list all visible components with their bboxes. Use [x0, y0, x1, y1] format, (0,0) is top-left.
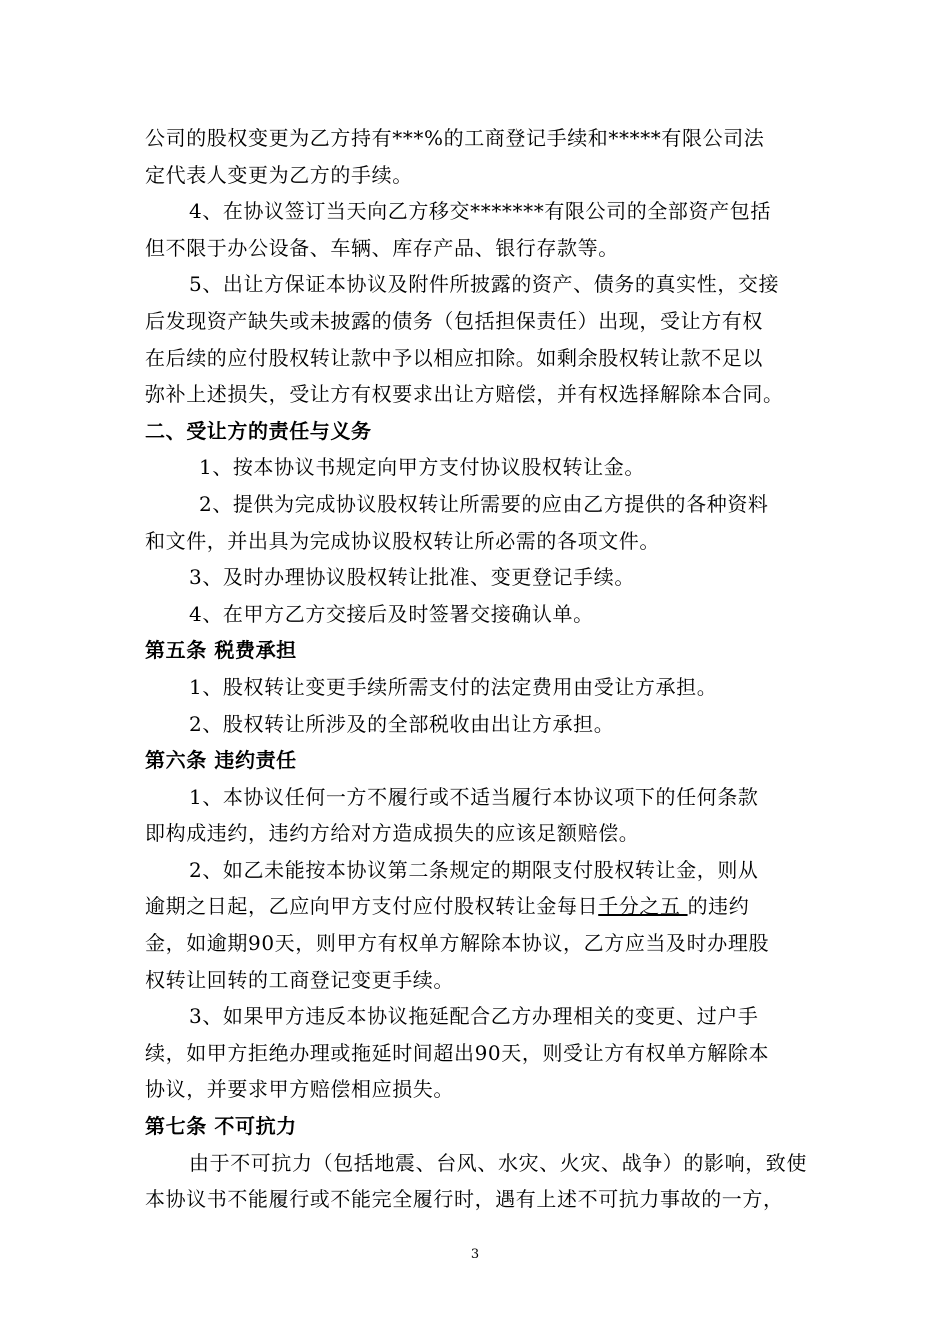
paragraph-line: 和文件，并出具为完成协议股权转让所必需的各项文件。	[145, 528, 660, 553]
page-number: 3	[470, 1247, 480, 1262]
paragraph-line: 2、提供为完成协议股权转让所需要的应由乙方提供的各种资料	[199, 491, 769, 516]
paragraph-line: 2、如乙未能按本协议第二条规定的期限支付股权转让金，则从	[189, 857, 759, 882]
paragraph-line: 1、按本协议书规定向甲方支付协议股权转让金。	[199, 455, 645, 480]
paragraph-line: 金，如逾期90天，则甲方有权单方解除本协议，乙方应当及时办理股	[145, 931, 770, 956]
paragraph-line: 1、股权转让变更手续所需支付的法定费用由受让方承担。	[189, 674, 718, 699]
paragraph-line: 但不限于办公设备、车辆、库存产品、银行存款等。	[145, 235, 619, 260]
paragraph-line: 公司的股权变更为乙方持有***%的工商登记手续和*****有限公司法	[145, 126, 765, 150]
paragraph-line: 定代表人变更为乙方的手续。	[145, 162, 413, 187]
paragraph-line: 后发现资产缺失或未披露的债务（包括担保责任）出现，受让方有权	[145, 308, 763, 333]
paragraph-line: 协议，并要求甲方赔偿相应损失。	[145, 1077, 454, 1102]
paragraph-line: 弥补上述损失，受让方有权要求出让方赔偿，并有权选择解除本合同。	[145, 382, 784, 407]
paragraph-line: 3、如果甲方违反本协议拖延配合乙方办理相关的变更、过户手	[189, 1004, 759, 1029]
line-segment: 的违约	[687, 894, 750, 919]
underlined-rate: 千分之五	[598, 894, 688, 919]
article-heading: 第七条 不可抗力	[145, 1114, 297, 1139]
section-heading: 二、受让方的责任与义务	[145, 418, 372, 443]
paragraph-line: 在后续的应付股权转让款中予以相应扣除。如剩余股权转让款不足以	[145, 345, 763, 370]
paragraph-line: 本协议书不能履行或不能完全履行时，遇有上述不可抗力事故的一方，	[145, 1187, 784, 1212]
paragraph-line: 由于不可抗力（包括地震、台风、水灾、火灾、战争）的影响，致使	[189, 1150, 807, 1175]
article-heading: 第六条 违约责任	[145, 748, 297, 773]
paragraph-line: 即构成违约，违约方给对方造成损失的应该足额赔偿。	[145, 821, 640, 846]
document-body	[145, 120, 825, 1218]
paragraph-line: 权转让回转的工商登记变更手续。	[145, 967, 454, 992]
paragraph-line: 5、出让方保证本协议及附件所披露的资产、债务的真实性，交接	[189, 272, 780, 297]
line-segment: 逾期之日起，乙应向甲方支付应付股权转让金每日	[145, 894, 599, 919]
article-heading: 第五条 税费承担	[145, 638, 297, 663]
paragraph-line	[145, 888, 825, 925]
paragraph-line: 续，如甲方拒绝办理或拖延时间超出90天，则受让方有权单方解除本	[145, 1040, 770, 1065]
paragraph-line: 4、在协议签订当天向乙方移交*******有限公司的全部资产包括	[189, 199, 771, 224]
paragraph-line: 3、及时办理协议股权转让批准、变更登记手续。	[189, 565, 635, 590]
paragraph-line: 4、在甲方乙方交接后及时签署交接确认单。	[189, 601, 594, 626]
paragraph-line: 2、股权转让所涉及的全部税收由出让方承担。	[189, 711, 615, 736]
paragraph-line: 1、本协议任何一方不履行或不适当履行本协议项下的任何条款	[189, 784, 759, 809]
